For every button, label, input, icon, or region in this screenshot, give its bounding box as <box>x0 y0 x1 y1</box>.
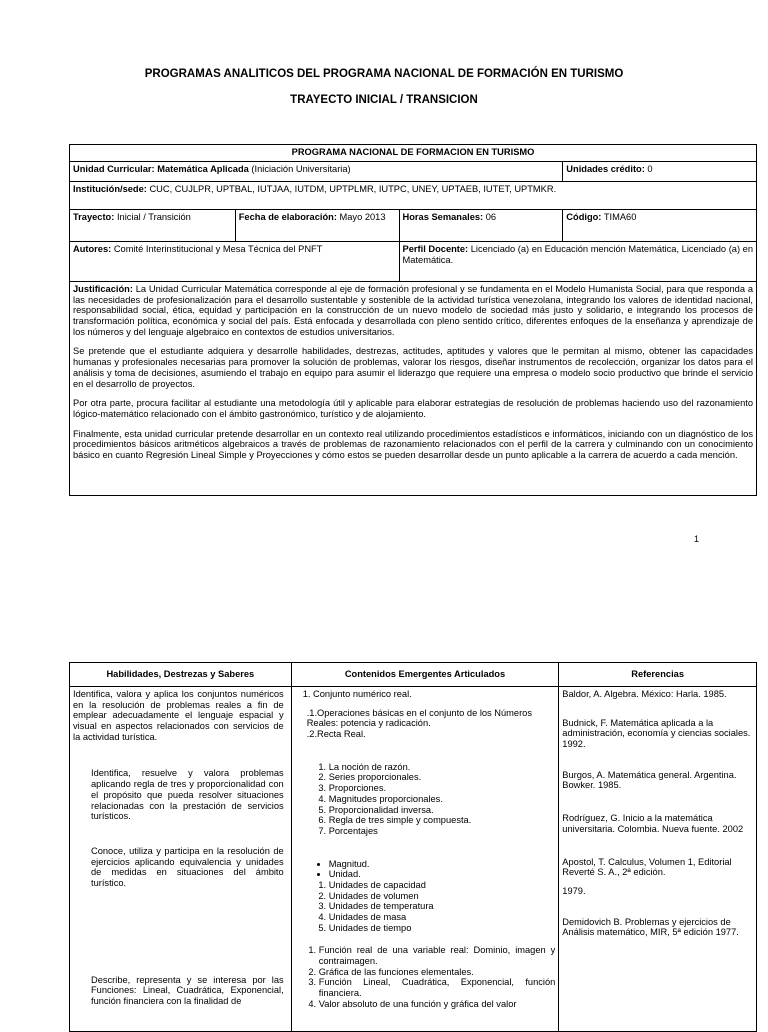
reference-item: 1979. <box>562 885 586 896</box>
unidad-curricular-label: Unidad Curricular: Matemática Aplicada <box>73 164 249 174</box>
horas-label: Horas Semanales: <box>402 212 484 222</box>
perfil-docente-value: Licenciado (a) en Educación mención Matemática, Licenciado (a) en Matemática. <box>402 244 753 265</box>
institucion-label: Institución/sede: <box>73 184 147 194</box>
autores-cell <box>70 242 400 282</box>
habilidad-item: Identifica, resuelve y valora problemas aplicando regla de tres y proporcionalidad con el propósito que pueda resolver situaciones relacionadas con la prestación de servicios turísticos. <box>91 768 284 822</box>
contenidos-header: Contenidos Emergentes Articulados <box>291 663 559 687</box>
list-item: 1. Función real de una variable real: Dominio, imagen y contraimagen. <box>319 945 556 966</box>
perfil-docente-cell <box>399 242 756 282</box>
list-item: 4. Magnitudes proporcionales. <box>329 794 556 805</box>
justificacion-paragraph-3: Por otra parte, procura facilitar al estudiante una metodología útil y aplicable para elaborar estrategias de resolución de problemas haciendo uso del razonamiento lógico-matemático relacionado con el ámbito gastronómico, turístico y de alojamiento. <box>73 398 753 419</box>
unidades-credito-label: Unidades crédito: <box>566 164 645 174</box>
document-subtitle: TRAYECTO INICIAL / TRANSICION <box>290 94 478 106</box>
list-item: 5. Unidades de tiempo <box>329 923 556 934</box>
reference-item: Rodríguez, G. Inicio a la matemática universitaria. Colombia. Nueva fuente. 2002 <box>562 813 744 834</box>
razon-list <box>295 762 556 837</box>
trayecto-cell <box>70 210 236 242</box>
reference-item: Burgos, A. Matemática general. Argentina. Bowker. 1985. <box>562 769 737 791</box>
unidades-credito-value: 0 <box>647 164 653 174</box>
habilidad-item: Conoce, utiliza y participa en la resolución de ejercicios aplicando equivalencia y unidades de medidas en situaciones del ámbito turístico. <box>91 845 284 888</box>
list-item: 3. Función Lineal, Cuadrática, Exponencial, función financiera. <box>319 977 556 998</box>
list-item: 2. Unidades de volumen <box>329 891 556 902</box>
reference-item: Demidovich B. Problemas y ejercicios de Análisis matemático, MIR, 5ª edición 1977. <box>562 916 739 938</box>
codigo-cell <box>563 210 757 242</box>
habilidad-item: Identifica, valora y aplica los conjuntos numéricos en la resolución de problemas reales a fin de emplear adecuadamente el lenguaje espacial y visual en aspectos relacionados con servicios de la actividad turística. <box>73 689 284 742</box>
reference-item: Budnick, F. Matemática aplicada a la administración, economía y ciencias sociales. 1992. <box>562 717 751 750</box>
program-info-table <box>69 144 757 496</box>
contenido-recta: .2.Recta Real. <box>306 729 366 740</box>
list-item: 1. La noción de razón. <box>329 762 556 773</box>
program-heading: PROGRAMA NACIONAL DE FORMACION EN TURISMO <box>70 145 757 162</box>
justificacion-label: Justificación: <box>73 284 133 294</box>
horas-value: 06 <box>485 212 497 222</box>
institucion-value: CUC, CUJLPR, UPTBAL, IUTJAA, IUTDM, UPTPLMR, IUTPC, UNEY, UPTAEB, IUTET, UPTMKR. <box>149 184 557 194</box>
magnitud-list <box>295 859 556 880</box>
fecha-cell <box>235 210 399 242</box>
justificacion-paragraph-1 <box>73 284 753 337</box>
unidad-curricular-value: (Iniciación Universitaria) <box>251 164 351 174</box>
unidades-credito-cell <box>563 162 757 182</box>
justificacion-paragraph-2: Se pretende que el estudiante adquiera y desarrolle habilidades, destrezas, actitudes, aptitudes y valores que le permitan al mismo, obtener las capacidades humanas y profesionales necesarias para promover la solución de problemas, valorar los riesgos, diseñar instrumentos de recolección, organizar los datos para el análisis y toma de decisiones, asumiendo el trabajo en equipo para asumir el liderazgo que requiere una empresa o modelo socio productivo que brinde el servicio en el desarrollo de proyectos. <box>73 346 753 389</box>
autores-label: Autores: <box>73 244 112 254</box>
list-item: 3. Proporciones. <box>329 783 556 794</box>
list-item: 2. Gráfica de las funciones elementales. <box>319 967 556 978</box>
reference-item: Apostol, T. Calculus, Volumen 1, Editorial Reverté S. A., 2ª edición. <box>562 856 732 878</box>
contenido-conjunto: 1. Conjunto numérico real. <box>302 689 412 699</box>
list-item: 3. Unidades de temperatura <box>329 901 556 912</box>
trayecto-label: Trayecto: <box>73 212 115 222</box>
list-item: • Unidad. <box>329 869 556 880</box>
trayecto-value: Inicial / Transición <box>116 212 191 222</box>
unidad-curricular-cell <box>70 162 563 182</box>
habilidades-cell <box>70 687 292 1032</box>
habilidades-header: Habilidades, Destrezas y Saberes <box>70 663 292 687</box>
list-item: 5. Proporcionalidad inversa. <box>329 805 556 816</box>
fecha-label: Fecha de elaboración: <box>238 212 337 222</box>
reference-item: Baldor, A. Algebra. México: Harla. 1985. <box>562 689 727 699</box>
funciones-list <box>295 945 556 1009</box>
justificacion-paragraph-4: Finalmente, esta unidad curricular pretende desarrollar en un contexto real utilizando procedimientos estadísticos e informáticos, iniciando con un diagnóstico de los procedimientos básicos aritméticos algebraicos a través de problemas de razonamiento relacionados con el perfil de la carrera y culminando con un conocimiento básico en cuanto Regresión Lineal Simple y Proyecciones y cómo estos se pueden desarrollar desde un punto aplicable a la carrera de acuerdo a cada mención. <box>73 428 753 460</box>
list-item: 4. Valor absoluto de una función y gráfica del valor <box>319 999 556 1010</box>
autores-value: Comité Interinstitucional y Mesa Técnica del PNFT <box>113 244 323 254</box>
content-table <box>69 662 757 1032</box>
contenido-operaciones: .1.Operaciones básicas en el conjunto de los Números Reales: potencia y radicación. <box>306 707 533 729</box>
referencias-cell <box>559 687 757 1032</box>
unidades-list <box>295 880 556 933</box>
justificacion-cell <box>70 282 757 496</box>
perfil-docente-label: Perfil Docente: <box>402 244 469 254</box>
codigo-value: TIMA60 <box>603 212 637 222</box>
list-item: 6. Regla de tres simple y compuesta. <box>329 815 556 826</box>
list-item: • Magnitud. <box>329 859 556 870</box>
referencias-header: Referencias <box>559 663 757 687</box>
institucion-cell <box>70 182 757 210</box>
list-item: 7. Porcentajes <box>329 826 556 837</box>
habilidad-item: Describe, representa y se interesa por las Funciones: Lineal, Cuadrática, Exponencial, función financiera con la finalidad de <box>91 974 284 1006</box>
contenidos-cell <box>291 687 559 1032</box>
document-title: PROGRAMAS ANALITICOS DEL PROGRAMA NACIONAL DE FORMACIÓN EN TURISMO <box>144 68 624 80</box>
list-item: 1. Unidades de capacidad <box>329 880 556 891</box>
fecha-value: Mayo 2013 <box>339 212 386 222</box>
list-item: 4. Unidades de masa <box>329 912 556 923</box>
codigo-label: Código: <box>566 212 602 222</box>
justificacion-text-1: La Unidad Curricular Matemática corresponde al eje de formación profesional y se fundamenta en el Modelo Humanista Social, para que responda a las necesidades de profesionalización para el desarrollo sustentable y sostenible de la actividad turística venezolana, integrando los valores de identidad nacional, responsabilidad social, ética, equidad y participación en la construcción de un nuevo modelo de sociedad más justo y solidario, e integrando los procesos de transformación política, económica y social del país. Está enfocada y desarrollada con pleno sentido crítico, diferentes enfoques de la enseñanza y aprendizaje de los números y del lenguaje algebraico en contextos de estudios universitarios. <box>73 284 753 337</box>
page-number: 1 <box>694 534 700 544</box>
horas-cell <box>399 210 563 242</box>
list-item: 2. Series proporcionales. <box>329 772 556 783</box>
